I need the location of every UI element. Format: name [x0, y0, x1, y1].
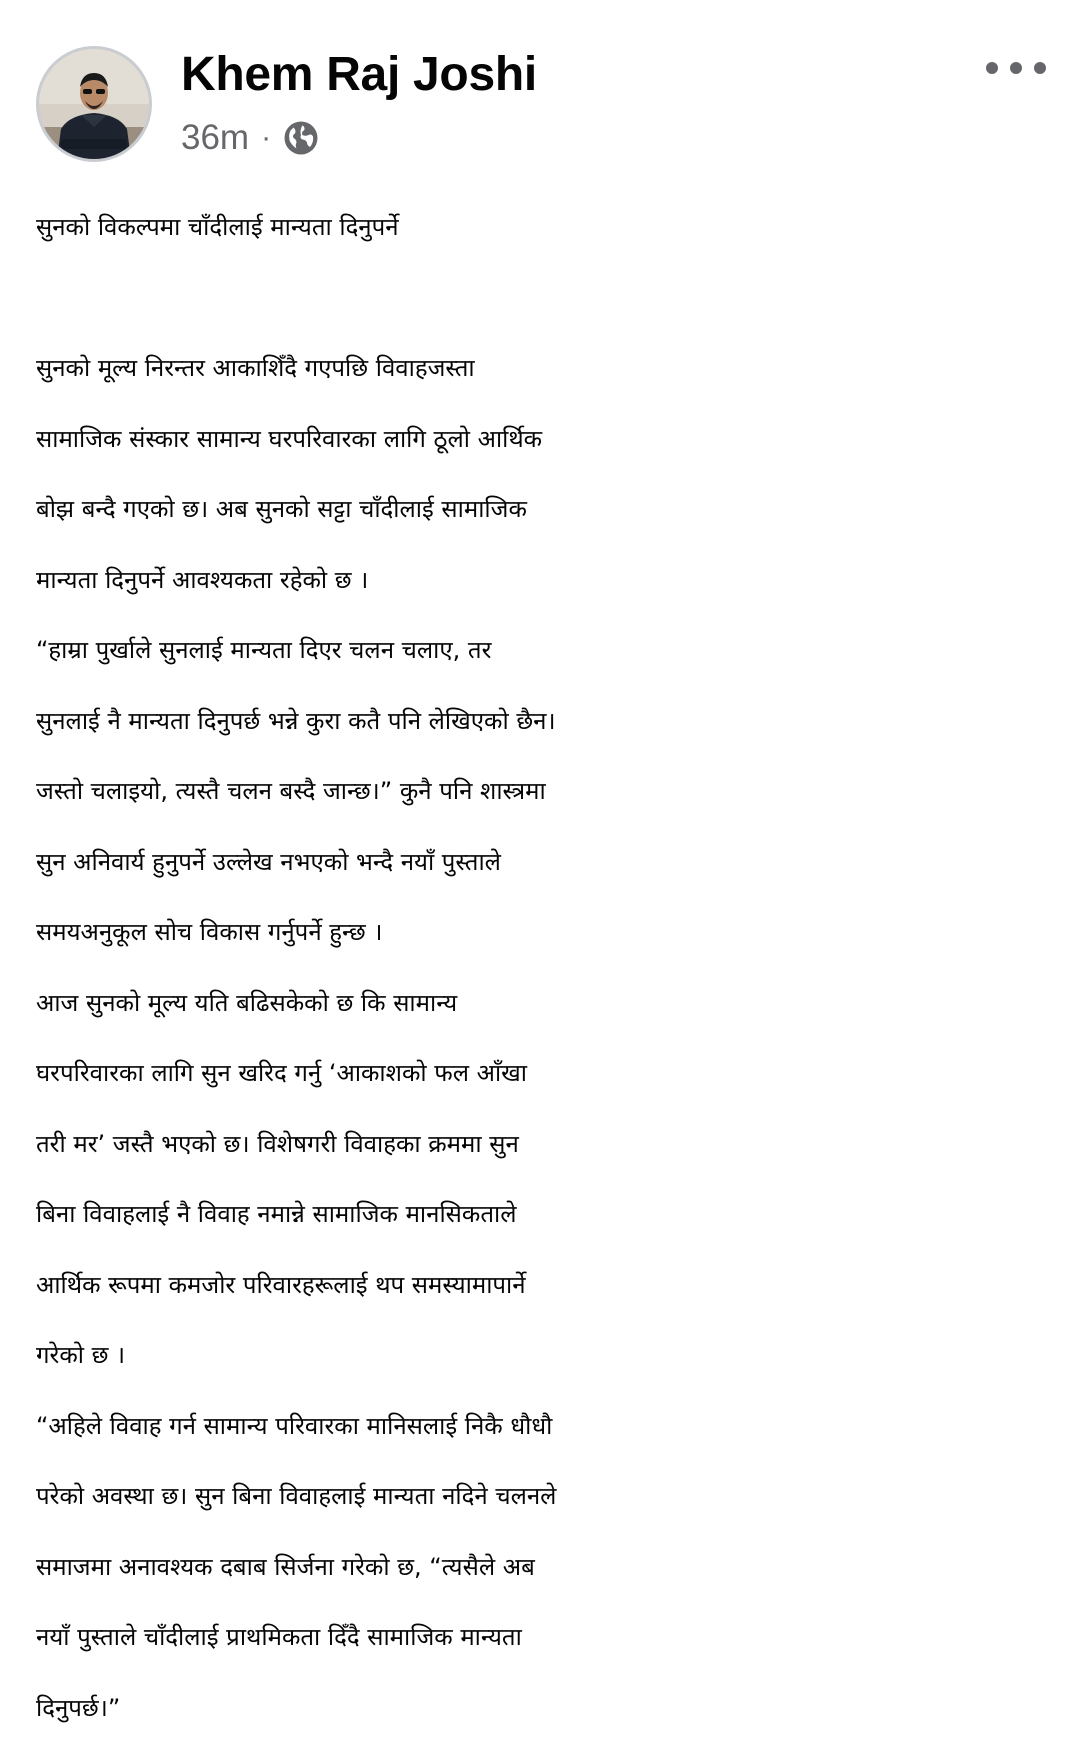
post-line: सुन अनिवार्य हुनुपर्ने उल्लेख नभएको भन्दै नयाँ पुस्ताले	[36, 827, 1056, 898]
meta-separator: ·	[261, 121, 271, 155]
post-line: घरपरिवारका लागि सुन खरिद गर्नु ‘आकाशको फल आँखा	[36, 1038, 1056, 1109]
more-dot-icon	[1034, 62, 1046, 74]
post-line: गरेको छ ।	[36, 1320, 1056, 1391]
post-line: जस्तो चलाइयो, त्यस्तै चलन बस्दै जान्छ।” कुनै पनि शास्त्रमा	[36, 756, 1056, 827]
post-line: आर्थिक रूपमा कमजोर परिवारहरूलाई थप समस्यामापार्ने	[36, 1250, 1056, 1321]
more-options-button[interactable]	[986, 56, 1046, 80]
post-line: बिना विवाहलाई नै विवाह नमान्ने सामाजिक मानसिकताले	[36, 1179, 1056, 1250]
post-line: दिनुपर्छ।”	[36, 1673, 1056, 1743]
more-dot-icon	[1010, 62, 1022, 74]
post-line: बोझ बन्दै गएको छ। अब सुनको सट्टा चाँदीलाई सामाजिक	[36, 474, 1056, 545]
post-line: सुनको मूल्य निरन्तर आकाशिँदै गएपछि विवाहजस्ता	[36, 333, 1056, 404]
author-name[interactable]: Khem Raj Joshi	[181, 46, 537, 104]
post-timestamp[interactable]: 36m	[181, 118, 249, 158]
post-line: नयाँ पुस्ताले चाँदीलाई प्राथमिकता दिँदै सामाजिक मान्यता	[36, 1602, 1056, 1673]
post-title: सुनको विकल्पमा चाँदीलाई मान्यता दिनुपर्ने	[36, 192, 1056, 263]
post-line: “हाम्रा पुर्खाले सुनलाई मान्यता दिएर चलन चलाए, तर	[36, 615, 1056, 686]
post-line: आज सुनको मूल्य यति बढिसकेको छ कि सामान्य	[36, 968, 1056, 1039]
post-line: “अहिले विवाह गर्न सामान्य परिवारका मानिसलाई निकै धौधौ	[36, 1391, 1056, 1462]
post-header	[36, 46, 1046, 172]
globe-icon[interactable]	[283, 120, 319, 156]
post-line: तरी मर’ जस्तै भएको छ। विशेषगरी विवाहका क्रममा सुन	[36, 1109, 1056, 1180]
post-line: सामाजिक संस्कार सामान्य घरपरिवारका लागि ठूलो आर्थिक	[36, 404, 1056, 475]
post-body	[36, 192, 1056, 1743]
post-meta	[181, 116, 319, 160]
post-line: सुनलाई नै मान्यता दिनुपर्छ भन्ने कुरा कतै पनि लेखिएको छैन।	[36, 686, 1056, 757]
more-dot-icon	[986, 62, 998, 74]
post-line: परेको अवस्था छ। सुन बिना विवाहलाई मान्यता नदिने चलनले	[36, 1461, 1056, 1532]
post-line: समयअनुकूल सोच विकास गर्नुपर्ने हुन्छ ।	[36, 897, 1056, 968]
profile-photo	[39, 49, 149, 159]
post-line: समाजमा अनावश्यक दबाब सिर्जना गरेको छ, “त्यसैले अब	[36, 1532, 1056, 1603]
post-line: मान्यता दिनुपर्ने आवश्यकता रहेको छ ।	[36, 545, 1056, 616]
paragraph-spacer	[36, 263, 1056, 334]
author-avatar[interactable]	[36, 46, 152, 162]
